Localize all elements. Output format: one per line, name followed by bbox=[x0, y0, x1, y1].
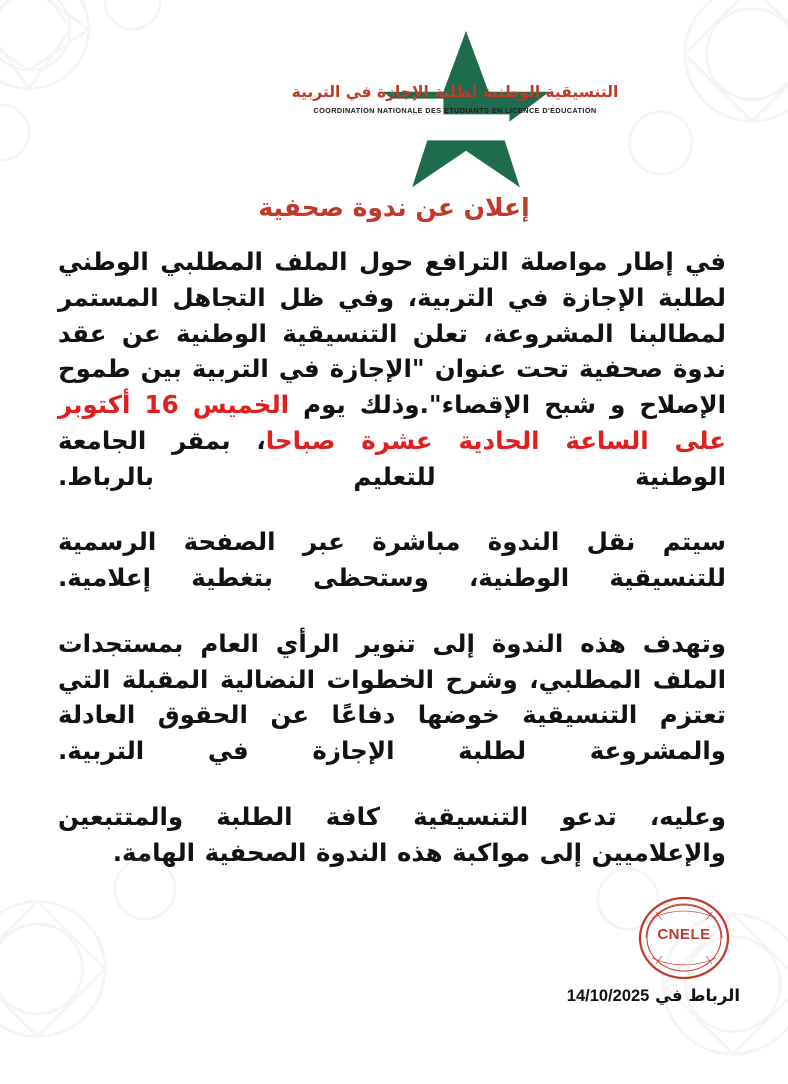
paragraph-1-run-3: ، بمقر الجامعة الوطنية للتعليم بالرباط. bbox=[58, 425, 726, 491]
footer-date bbox=[567, 986, 740, 1006]
paragraph-4 bbox=[58, 799, 726, 871]
paragraph-1-run-1: في إطار مواصلة الترافع حول الملف المطلبي الوطني لطلبة الإجازة في التربية، وفي ظل التجاهل المستمر لمطالبنا المشروعة، تعلن التنسيقية الوطنية عن عقد ندوة صحفية تحت عنوان "الإجازة في التربية بين طموح الإصلاح و شبح الإقصاء".وذلك يوم bbox=[58, 247, 727, 420]
paragraph-3-run-1: وتهدف هذه الندوة إلى تنوير الرأي العام بمستجدات الملف المطلبي، وشرح الخطوات النضالية المقبلة التي تعتزم التنسيقية خوضها دفاعًا عن الحقوق العادلة والمشروعة لطلبة الإجازة في التربية. bbox=[58, 628, 726, 766]
paragraph-3 bbox=[58, 626, 726, 769]
paragraph-2 bbox=[58, 524, 726, 596]
organization-name-french: COORDINATION NATIONALE DES ETUDIANTS EN LICENCE D'EDUCATION bbox=[313, 106, 597, 116]
stamp-label: CNELE bbox=[657, 926, 711, 943]
document-footer bbox=[0, 890, 788, 1010]
logo-text-block bbox=[290, 82, 620, 115]
page-title: إعلان عن ندوة صحفية bbox=[258, 193, 530, 222]
paragraph-1-highlight: الخميس 16 أكتوبر على الساعة الحادية عشرة صباحا bbox=[58, 390, 726, 455]
organization-logo bbox=[0, 16, 788, 181]
paragraph-1 bbox=[58, 244, 726, 494]
footer-place-label: الرباط في bbox=[655, 986, 740, 1005]
paragraph-4-run-1: وعليه، تدعو التنسيقية كافة الطلبة والمتتبعين والإعلاميين إلى مواكبة هذه الندوة الصحفية الهامة. bbox=[58, 801, 726, 867]
organization-name-arabic: التنسيقية الوطنية لطلبة الإجازة في التربية bbox=[291, 83, 619, 101]
paragraph-2-run-1: سيتم نقل الندوة مباشرة عبر الصفحة الرسمية للتنسيقية الوطنية، وستحظى بتغطية إعلامية. bbox=[58, 527, 726, 593]
official-stamp bbox=[632, 892, 736, 984]
document-body bbox=[0, 244, 788, 870]
footer-date-value: 14/10/2025 bbox=[566, 987, 650, 1005]
document-header bbox=[0, 0, 788, 185]
